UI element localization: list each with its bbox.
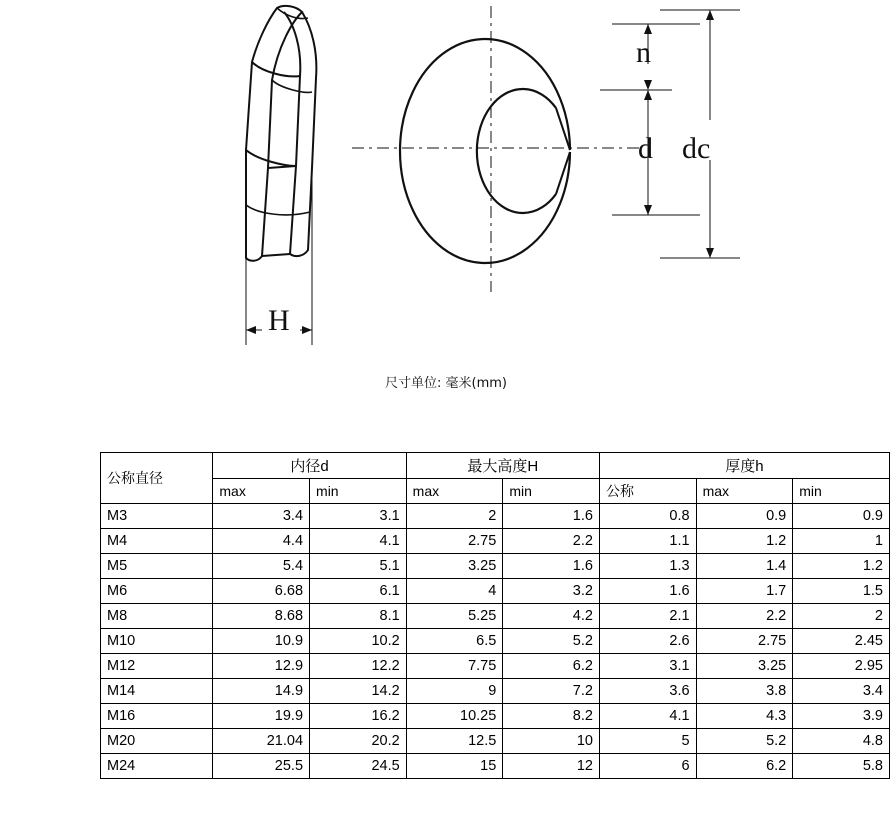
cell-value: 3.2 <box>503 579 600 604</box>
cell-value: 5.2 <box>696 729 793 754</box>
cell-value: 2.6 <box>599 629 696 654</box>
cell-value: 0.9 <box>793 504 890 529</box>
cell-value: 1.6 <box>503 554 600 579</box>
label-d: d <box>638 132 653 165</box>
cell-value: 2.75 <box>406 529 503 554</box>
table-body <box>101 504 890 779</box>
cell-value: 2.1 <box>599 604 696 629</box>
cell-value: 5.8 <box>793 754 890 779</box>
cell-size: M24 <box>101 754 213 779</box>
cell-value: 3.25 <box>696 654 793 679</box>
table-row <box>101 554 890 579</box>
cell-value: 6.2 <box>696 754 793 779</box>
spec-table <box>100 452 890 779</box>
cell-value: 6.2 <box>503 654 600 679</box>
cell-value: 3.8 <box>696 679 793 704</box>
cell-value: 0.8 <box>599 504 696 529</box>
subheader-h-max: max <box>406 479 503 504</box>
subheader-t-max: max <box>696 479 793 504</box>
cell-value: 12.5 <box>406 729 503 754</box>
cell-value: 1.2 <box>696 529 793 554</box>
header-thickness: 厚度h <box>599 453 889 479</box>
cell-size: M8 <box>101 604 213 629</box>
cell-value: 5.2 <box>503 629 600 654</box>
subheader-d-min: min <box>310 479 407 504</box>
table-row <box>101 579 890 604</box>
cell-value: 1.7 <box>696 579 793 604</box>
label-n: n <box>636 36 651 69</box>
header-inner-diameter: 内径d <box>213 453 406 479</box>
cell-value: 25.5 <box>213 754 310 779</box>
spec-table-container <box>100 452 890 779</box>
cell-size: M14 <box>101 679 213 704</box>
cell-value: 19.9 <box>213 704 310 729</box>
cell-value: 1.1 <box>599 529 696 554</box>
cell-value: 1.3 <box>599 554 696 579</box>
label-dc: dc <box>682 132 711 165</box>
header-nominal-diameter: 公称直径 <box>101 453 213 504</box>
subheader-t-min: min <box>793 479 890 504</box>
cell-value: 4.1 <box>599 704 696 729</box>
cell-value: 8.2 <box>503 704 600 729</box>
cell-value: 10.2 <box>310 629 407 654</box>
cell-value: 6.1 <box>310 579 407 604</box>
cell-value: 10.25 <box>406 704 503 729</box>
cell-value: 0.9 <box>696 504 793 529</box>
cell-value: 12.2 <box>310 654 407 679</box>
cell-value: 12.9 <box>213 654 310 679</box>
cell-size: M5 <box>101 554 213 579</box>
cell-value: 10.9 <box>213 629 310 654</box>
cell-value: 3.6 <box>599 679 696 704</box>
cell-value: 3.1 <box>599 654 696 679</box>
cell-value: 3.1 <box>310 504 407 529</box>
cell-value: 2.75 <box>696 629 793 654</box>
table-row <box>101 604 890 629</box>
cell-value: 4.2 <box>503 604 600 629</box>
header-max-height: 最大高度H <box>406 453 599 479</box>
cell-size: M12 <box>101 654 213 679</box>
cell-value: 1 <box>793 529 890 554</box>
cell-value: 6.5 <box>406 629 503 654</box>
table-row <box>101 654 890 679</box>
cell-value: 2 <box>793 604 890 629</box>
cell-value: 8.68 <box>213 604 310 629</box>
cell-value: 5.25 <box>406 604 503 629</box>
cell-value: 14.9 <box>213 679 310 704</box>
cell-value: 1.2 <box>793 554 890 579</box>
cell-value: 1.6 <box>599 579 696 604</box>
cell-value: 6 <box>599 754 696 779</box>
cell-value: 3.4 <box>793 679 890 704</box>
cell-size: M4 <box>101 529 213 554</box>
cell-value: 4.1 <box>310 529 407 554</box>
table-row <box>101 629 890 654</box>
table-row <box>101 729 890 754</box>
cell-size: M6 <box>101 579 213 604</box>
cell-value: 7.75 <box>406 654 503 679</box>
label-H: H <box>268 304 290 337</box>
cell-value: 2.45 <box>793 629 890 654</box>
table-row <box>101 529 890 554</box>
cell-value: 7.2 <box>503 679 600 704</box>
cell-value: 4.3 <box>696 704 793 729</box>
cell-value: 1.6 <box>503 504 600 529</box>
cell-size: M20 <box>101 729 213 754</box>
cell-value: 2.2 <box>696 604 793 629</box>
table-row <box>101 504 890 529</box>
cell-value: 8.1 <box>310 604 407 629</box>
cell-value: 20.2 <box>310 729 407 754</box>
cell-value: 2.95 <box>793 654 890 679</box>
cell-value: 1.5 <box>793 579 890 604</box>
subheader-h-min: min <box>503 479 600 504</box>
cell-value: 15 <box>406 754 503 779</box>
cell-value: 4.8 <box>793 729 890 754</box>
table-row <box>101 754 890 779</box>
table-row <box>101 679 890 704</box>
cell-value: 14.2 <box>310 679 407 704</box>
cell-value: 6.68 <box>213 579 310 604</box>
cell-size: M10 <box>101 629 213 654</box>
washer-technical-drawing <box>0 0 892 370</box>
cell-size: M3 <box>101 504 213 529</box>
cell-value: 3.4 <box>213 504 310 529</box>
cell-value: 5.1 <box>310 554 407 579</box>
cell-size: M16 <box>101 704 213 729</box>
table-sub-header-row <box>101 479 890 504</box>
cell-value: 2 <box>406 504 503 529</box>
cell-value: 3.25 <box>406 554 503 579</box>
cell-value: 4.4 <box>213 529 310 554</box>
cell-value: 10 <box>503 729 600 754</box>
cell-value: 3.9 <box>793 704 890 729</box>
unit-note: 尺寸单位: 毫米(mm) <box>385 376 507 391</box>
cell-value: 2.2 <box>503 529 600 554</box>
cell-value: 5 <box>599 729 696 754</box>
cell-value: 16.2 <box>310 704 407 729</box>
table-group-header-row <box>101 453 890 479</box>
subheader-t-nominal: 公称 <box>599 479 696 504</box>
cell-value: 5.4 <box>213 554 310 579</box>
subheader-d-max: max <box>213 479 310 504</box>
cell-value: 21.04 <box>213 729 310 754</box>
cell-value: 9 <box>406 679 503 704</box>
cell-value: 12 <box>503 754 600 779</box>
table-row <box>101 704 890 729</box>
cell-value: 24.5 <box>310 754 407 779</box>
cell-value: 4 <box>406 579 503 604</box>
cell-value: 1.4 <box>696 554 793 579</box>
